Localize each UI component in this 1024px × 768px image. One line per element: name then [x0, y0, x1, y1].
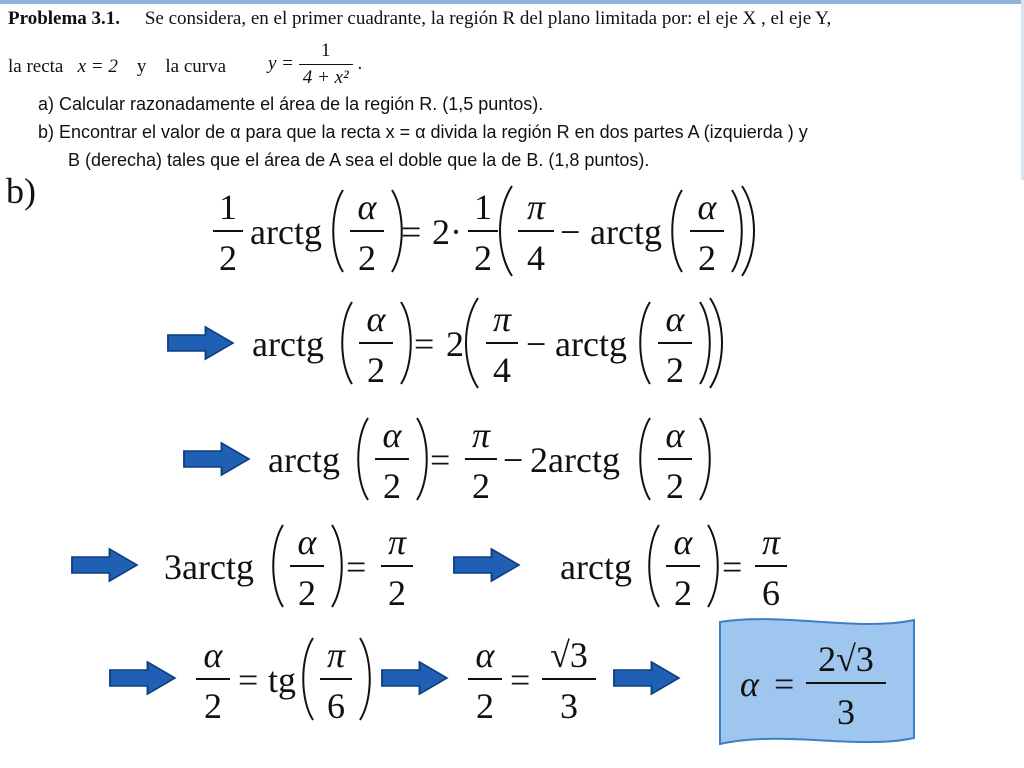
r5-pi-den: 6	[327, 686, 345, 726]
r5-tg: tg	[268, 660, 297, 700]
r1-pi: π	[526, 187, 546, 227]
r2-arctg-2: arctg	[555, 324, 627, 364]
item-b-line-1: b) Encontrar el valor de α para que la recta x = α divida la región R en dos partes A (izquierda ) y	[38, 122, 808, 142]
curve-label: la curva	[165, 56, 227, 77]
r1-alpha-den-2: 2	[698, 238, 716, 278]
r5-pi: π	[326, 635, 346, 675]
r3-alpha-den-2: 2	[666, 466, 684, 506]
r4-pi-den-2: 6	[762, 573, 780, 613]
curve-denominator: 4 + x²	[299, 64, 353, 91]
r2-two: 2	[446, 324, 464, 364]
r2-pi-den: 4	[493, 350, 511, 390]
r5-sqrt3: √3	[550, 635, 588, 675]
r4-arctg: arctg	[560, 547, 632, 587]
r4-pi-den-1: 2	[388, 573, 406, 613]
r5-alpha-2: α	[475, 635, 495, 675]
r4-alpha-den-1: 2	[298, 573, 316, 613]
r4-eq-1: =	[346, 547, 367, 587]
recta-equation: x = 2	[77, 56, 118, 77]
r1-eq: =	[401, 212, 422, 252]
r5-alpha-1: α	[203, 635, 223, 675]
r1-arctg-2: arctg	[590, 212, 662, 252]
r1-two-dot: 2·	[432, 212, 462, 252]
r2-alpha-den-1: 2	[367, 350, 385, 390]
r1-num-1b: 1	[474, 187, 492, 227]
r3-arctg-1: arctg	[268, 440, 340, 480]
r2-alpha-den-2: 2	[666, 350, 684, 390]
r1-den-2b: 2	[474, 238, 492, 278]
answer-eq: =	[774, 664, 795, 704]
r3-two-arctg: 2arctg	[530, 440, 620, 480]
r3-alpha-1: α	[382, 415, 402, 455]
curve-numerator: 1	[320, 40, 331, 61]
r1-num-1: 1	[219, 187, 237, 227]
curve-period: .	[357, 52, 363, 74]
r4-alpha-1: α	[297, 522, 317, 562]
item-a: a) Calcular razonadamente el área de la región R. (1,5 puntos).	[38, 94, 544, 114]
r4-eq-2: =	[722, 547, 743, 587]
r5-sqrt3-den: 3	[560, 686, 578, 726]
r4-alpha-den-2: 2	[674, 573, 692, 613]
r1-alpha-den-1: 2	[358, 238, 376, 278]
r5-eq-2: =	[510, 660, 531, 700]
conjunction-y: y	[136, 56, 147, 77]
answer-alpha: α	[740, 664, 759, 704]
r1-alpha-1: α	[357, 187, 377, 227]
arrow-row-4-left	[72, 549, 137, 581]
item-b-line-2: B (derecha) tales que el área de A sea el doble que la de B. (1,8 puntos).	[68, 150, 650, 170]
r2-arctg-1: arctg	[252, 324, 324, 364]
r1-arctg-1: arctg	[250, 212, 322, 252]
answer-denominator: 3	[837, 692, 855, 732]
r3-alpha-2: α	[665, 415, 685, 455]
r5-alpha-den-1: 2	[204, 686, 222, 726]
arrow-row-5-mid	[382, 662, 447, 694]
r4-three-arctg: 3arctg	[164, 547, 254, 587]
problem-title: Problema 3.1.	[8, 8, 121, 29]
arrow-row-3	[184, 443, 249, 475]
problem-text-1: Se considera, en el primer cuadrante, la región R del plano limitada por: el eje X , el eje Y,	[144, 8, 832, 29]
r1-alpha-2: α	[697, 187, 717, 227]
r5-eq-1: =	[238, 660, 259, 700]
arrow-row-5-right	[614, 662, 679, 694]
curve-lhs: y =	[268, 52, 295, 74]
r4-pi-2: π	[761, 522, 781, 562]
r5-alpha-den-2: 2	[476, 686, 494, 726]
arrow-row-5-left	[110, 662, 175, 694]
section-label-b: b)	[6, 171, 36, 211]
r3-pi-den: 2	[472, 466, 490, 506]
r3-alpha-den-1: 2	[383, 466, 401, 506]
r3-minus: −	[503, 440, 524, 480]
arrow-row-2	[168, 327, 233, 359]
r4-pi-1: π	[387, 522, 407, 562]
r2-pi: π	[492, 299, 512, 339]
answer-numerator: 2√3	[818, 639, 874, 679]
r1-pi-den: 4	[527, 238, 545, 278]
arrow-row-4-mid	[454, 549, 519, 581]
r2-alpha-1: α	[366, 299, 386, 339]
recta-label: la recta	[8, 56, 64, 77]
r2-eq: =	[414, 324, 435, 364]
r3-eq: =	[430, 440, 451, 480]
r2-alpha-2: α	[665, 299, 685, 339]
r1-minus: −	[560, 212, 581, 252]
r2-minus: −	[526, 324, 547, 364]
r3-pi: π	[471, 415, 491, 455]
r1-den-2: 2	[219, 238, 237, 278]
r4-alpha-2: α	[673, 522, 693, 562]
